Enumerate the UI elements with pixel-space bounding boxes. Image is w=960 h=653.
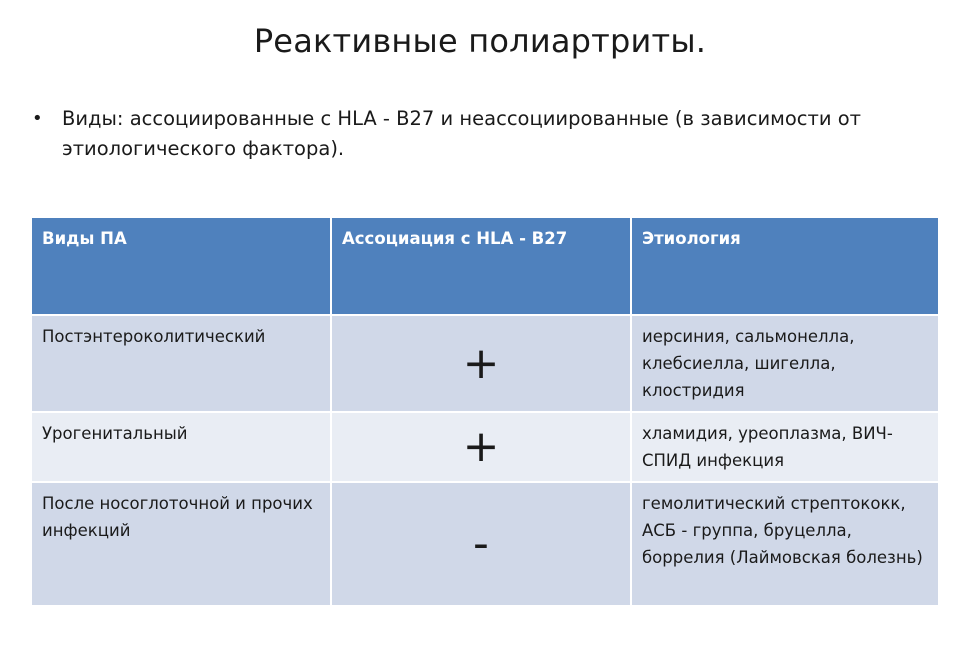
cell-association: + (331, 315, 631, 412)
cell-type: Урогенитальный (31, 412, 331, 482)
bullet-text: Виды: ассоциированные с HLA - B27 и неассоциированные (в зависимости от этиологического фактора). (62, 107, 861, 160)
bullet-item (30, 104, 930, 164)
cell-etiology: гемолитический стрептококк, АСБ - группа, бруцелла, боррелия (Лаймовская болезнь) (631, 482, 939, 606)
header-types: Виды ПА (31, 217, 331, 315)
header-etiology: Этиология (631, 217, 939, 315)
bullet-list (30, 104, 930, 164)
pa-types-table (30, 216, 940, 607)
cell-type: Постэнтероколитический (31, 315, 331, 412)
table-row (31, 315, 939, 412)
slide-title: Реактивные полиартриты. (253, 22, 707, 60)
table-header-row (31, 217, 939, 315)
cell-association: + (331, 412, 631, 482)
bullet-marker: • (32, 108, 43, 129)
cell-association: - (331, 482, 631, 606)
cell-etiology: иерсиния, сальмонелла, клебсиелла, шигелла, клостридия (631, 315, 939, 412)
table-row (31, 482, 939, 606)
cell-type: После носоглоточной и прочих инфекций (31, 482, 331, 606)
header-association: Ассоциация с HLA - B27 (331, 217, 631, 315)
cell-etiology: хламидия, уреоплазма, ВИЧ-СПИД инфекция (631, 412, 939, 482)
table-row (31, 412, 939, 482)
